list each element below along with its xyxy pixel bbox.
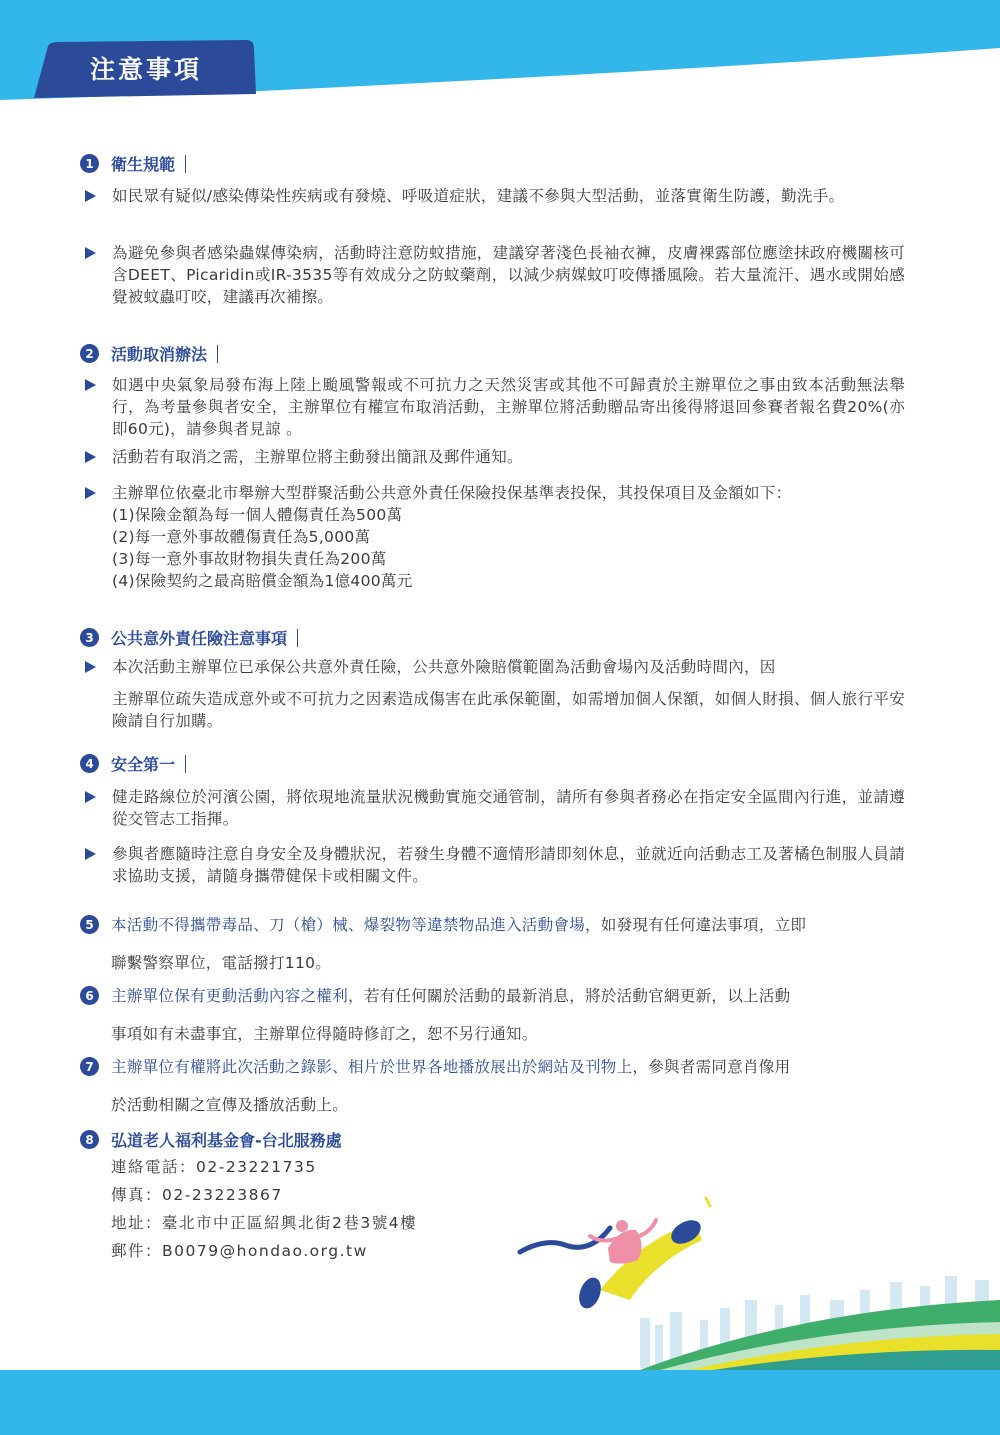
contact-address: 地址：臺北市中正區紹興北街2巷3號4樓 [111, 1214, 418, 1232]
divider [217, 345, 218, 363]
insurance-line: (2)每一意外事故體傷責任為5,000萬 [112, 528, 371, 546]
section-media-rights: 7 主辦單位有權將此次活動之錄影、相片於世界各地播放展出於網站及刊物上，參與者需同意肖像用 於活動相關之宣傳及播放活動上。 [80, 1055, 905, 1117]
section-number: 5 [80, 915, 99, 934]
divider [297, 629, 298, 647]
section-safety [80, 752, 186, 775]
section-number: 6 [80, 986, 99, 1005]
section-number: 4 [80, 754, 99, 773]
contact-phone: 連絡電話：02-23221735 [111, 1158, 317, 1176]
insurance-line: (4)保險契約之最高賠償金額為1億400萬元 [112, 572, 413, 590]
section-number: 7 [80, 1057, 99, 1076]
flying-person-icon [575, 1198, 710, 1311]
skyline-icon [640, 1276, 989, 1368]
contact-email: 郵件：B0079@hondao.org.tw [111, 1242, 368, 1260]
section-hygiene [80, 152, 186, 175]
section-number: 1 [80, 154, 99, 173]
highlight-text: 主辦單位保有更動活動內容之權利 [111, 987, 349, 1005]
section-title: 衛生規範 [111, 155, 176, 174]
insurance-intro: 主辦單位依臺北市舉辦大型群聚活動公共意外責任保險投保基準表投保，其投保項目及金額如下： [112, 484, 792, 502]
list-item: 為避免參與者感染蟲媒傳染病，活動時注意防蚊措施，建議穿著淺色長袖衣褲，皮膚裸露部位應塗抹政府機關核可含DEET、Picaridin或IR-3535等有效成分之防蚊藥劑，以減少病媒蚊叮咬傳播風險。若大量流汗、遇水或開始感覺被蚊蟲叮咬，建議再次補擦。 [85, 242, 905, 308]
bullet-triangle-icon [85, 848, 96, 860]
list-item-insurance [85, 482, 905, 592]
section-title: 安全第一 [111, 755, 176, 774]
section-title: 公共意外責任險注意事項 [111, 629, 288, 648]
list-item: 如遇中央氣象局發布海上陸上颱風警報或不可抗力之天然災害或其他不可歸責於主辦單位之事由致本活動無法舉行，為考量參與者安全，主辦單位有權宣布取消活動，主辦單位將活動贈品寄出後得將退回參賽者報名費20%(亦即60元)，請參與者見諒 。 [85, 374, 905, 440]
list-item: 如民眾有疑似/感染傳染性疾病或有發燒、呼吸道症狀，建議不參與大型活動，並落實衛生防護，勤洗手。 [85, 185, 905, 207]
contact-fax: 傳真：02-23223867 [111, 1186, 283, 1204]
hill-teal [700, 1350, 1000, 1372]
insurance-line: (1)保險金額為每一個人體傷責任為500萬 [112, 506, 403, 524]
section-contact [80, 1128, 342, 1151]
bullet-triangle-icon [85, 661, 96, 673]
bullet-triangle-icon [85, 791, 96, 803]
list-item: 本次活動主辦單位已承保公共意外責任險，公共意外險賠償範圍為活動會場內及活動時間內，因 主辦單位疏失造成意外或不可抗力之因素造成傷害在此承保範圍，如需增加個人保額，如個人財損、個人旅行平安險請自行加購。 [85, 656, 905, 732]
highlight-text: 本活動不得攜帶毒品、刀（槍）械、爆裂物等違禁物品進入活動會場 [111, 916, 586, 934]
divider [185, 155, 186, 173]
hill-green [640, 1300, 1000, 1370]
section-title: 弘道老人福利基金會-台北服務處 [111, 1131, 342, 1150]
hill-light [660, 1322, 1000, 1370]
highlight-text: 主辦單位有權將此次活動之錄影、相片於世界各地播放展出於網站及刊物上 [111, 1058, 633, 1076]
list-item: 參與者應隨時注意自身安全及身體狀況，若發生身體不適情形請即刻休息，並就近向活動志工及著橘色制服人員請求協助支援，請隨身攜帶健保卡或相關文件。 [85, 843, 905, 887]
page-title: 注意事項 [90, 55, 203, 84]
ribbon-icon [520, 1228, 610, 1252]
section-number: 8 [80, 1130, 99, 1149]
section-prohibited-items: 5 本活動不得攜帶毒品、刀（槍）械、爆裂物等違禁物品進入活動會場，如發現有任何違法事項，立即 聯繫警察單位，電話撥打110。 [80, 913, 905, 975]
section-title: 活動取消辦法 [111, 345, 208, 364]
section-number: 3 [80, 628, 99, 647]
bullet-triangle-icon [85, 379, 96, 391]
divider [185, 755, 186, 773]
bullet-triangle-icon [85, 190, 96, 202]
bullet-triangle-icon [85, 487, 96, 499]
insurance-line: (3)每一意外事故財物損失責任為200萬 [112, 550, 387, 568]
contact-info [111, 1153, 417, 1265]
bullet-triangle-icon [85, 451, 96, 463]
list-item: 活動若有取消之需，主辦單位將主動發出簡訊及郵件通知。 [85, 446, 905, 468]
section-number: 2 [80, 344, 99, 363]
section-cancellation [80, 342, 218, 365]
list-item: 健走路線位於河濱公園，將依現地流量狀況機動實施交通管制，請所有參與者務必在指定安全區間內行進，並請遵從交管志工指揮。 [85, 786, 905, 830]
section-liability [80, 626, 298, 649]
bullet-triangle-icon [85, 247, 96, 259]
footer-band [0, 1370, 1000, 1435]
hill-yellow [680, 1334, 1000, 1372]
section-right-to-change: 6 主辦單位保有更動活動內容之權利，若有任何關於活動的最新消息，將於活動官網更新，以上活動 事項如有未盡事宜，主辦單位得隨時修訂之，恕不另行通知。 [80, 984, 905, 1046]
